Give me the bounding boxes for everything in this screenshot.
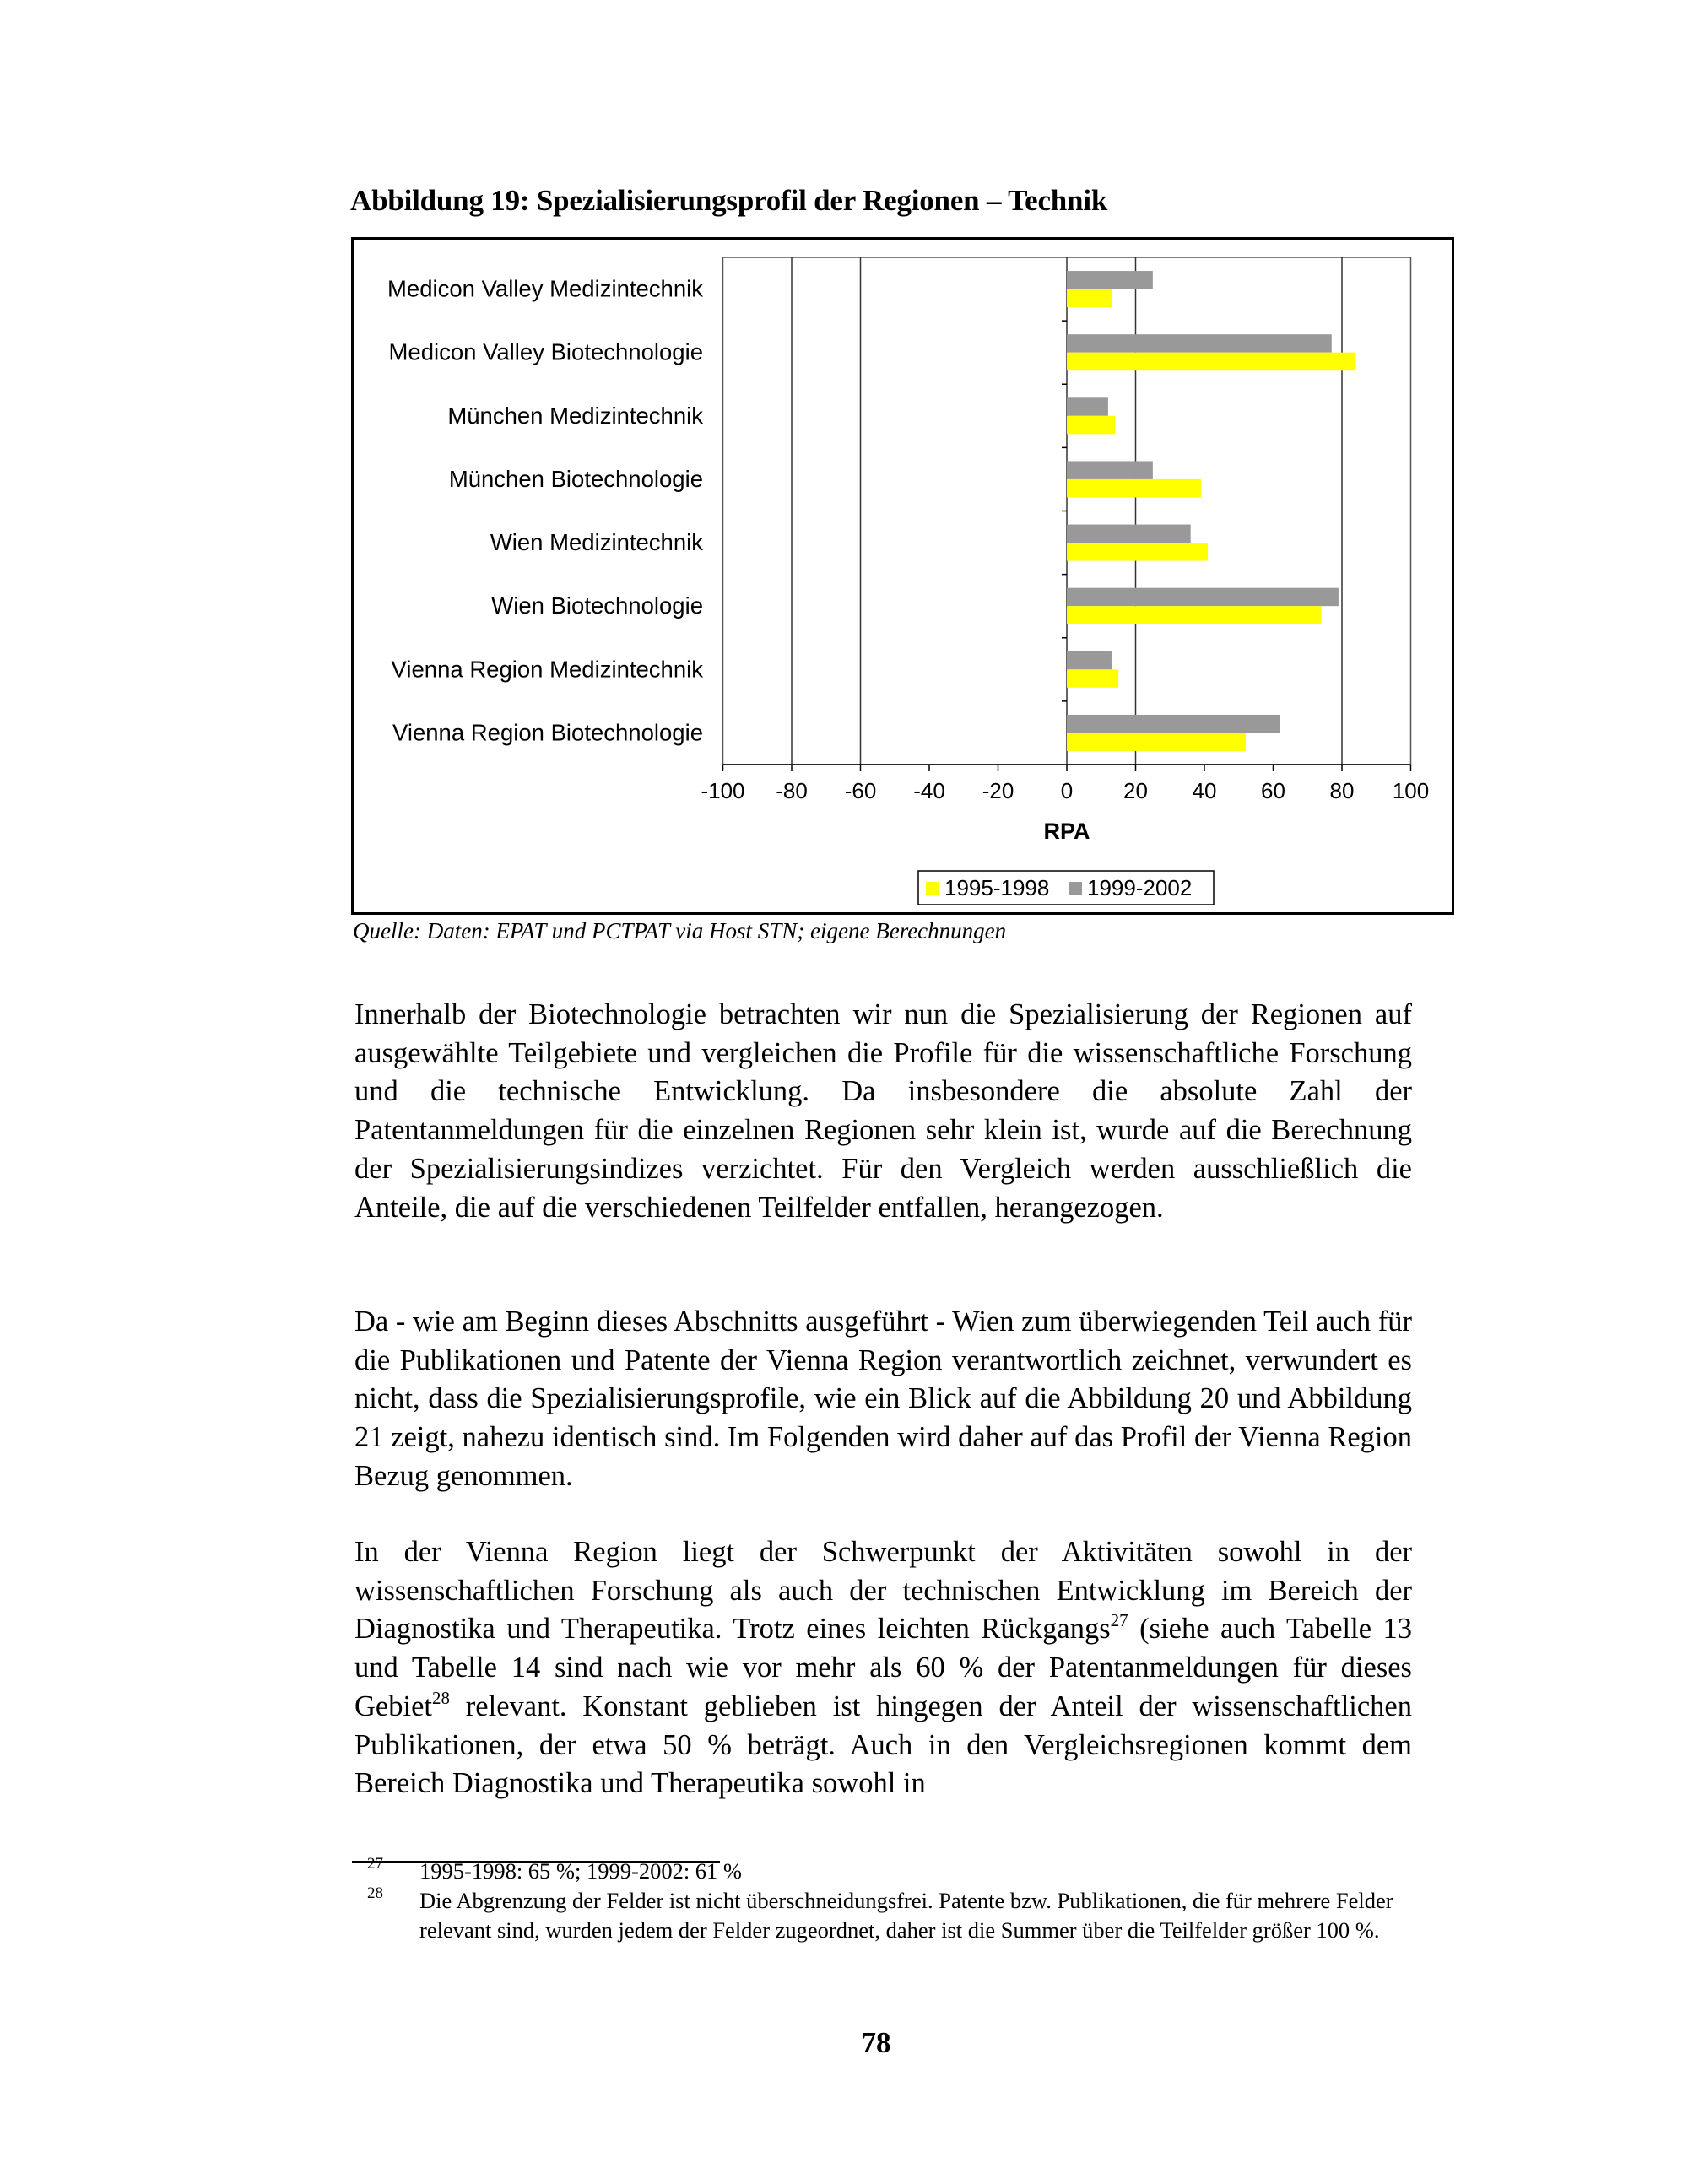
x-tick-label: -80: [776, 778, 808, 803]
x-tick-label: -20: [982, 778, 1014, 803]
legend-label-1995-1998: 1995-1998: [944, 875, 1050, 900]
bar-1999-2002-4: [1067, 525, 1191, 543]
chart-frame: [351, 237, 1454, 915]
paragraph-3-text-a: In der Vienna Region liegt der Schwerpunkt der Aktivitäten sowohl in der wissenschaftlichen Forschung als auch der technischen Entwicklung im Bereich der Diagnostika und Therapeutika. Trotz eines leichten Rückgangs: [354, 1536, 1412, 1646]
category-label: Vienna Region Biotechnologie: [392, 719, 703, 746]
x-tick-label: 80: [1329, 778, 1355, 803]
bar-1995-1998-7: [1067, 733, 1246, 751]
category-label: Wien Medizintechnik: [490, 529, 703, 556]
legend-label-1999-2002: 1999-2002: [1087, 875, 1193, 900]
footnote-text: 1995-1998: 65 %; 1999-2002: 61 %: [419, 1858, 743, 1884]
x-tick-label: -40: [913, 778, 945, 803]
bar-1999-2002-2: [1067, 397, 1108, 416]
footnote-ref-28[interactable]: 28: [431, 1687, 450, 1708]
paragraph-2: Da - wie am Beginn dieses Abschnitts ausgeführt - Wien zum überwiegenden Teil auch für die Publikationen und Patente der Vienna Region verantwortlich zeichnet, verwundert es nicht, dass die Spezialisierungsprofile, wie ein Blick auf die Abbildung 20 und Abbildung 21 zeigt, nahezu identisch sind. Im Folgenden wird daher auf das Profil der Vienna Region Bezug genommen.: [354, 1306, 1412, 1492]
footnote-number: 28: [367, 1884, 383, 1902]
footnote-text: Die Abgrenzung der Felder ist nicht überschneidungsfrei. Patente bzw. Publikationen, die für mehrere Felder relevant sind, wurden jedem der Felder zugeordnet, daher ist die Summer über die Teilfelder größer 100 %.: [419, 1888, 1393, 1943]
bar-1995-1998-1: [1067, 353, 1355, 371]
page-number: 78: [861, 2026, 891, 2059]
legend-swatch-1995-1998: [926, 882, 939, 895]
paragraph-3-text-c: relevant. Konstant geblieben ist hingegen der Anteil der wissenschaftlichen Publikationen, der etwa 50 % beträgt. Auch in den Vergleichsregionen kommt dem Bereich Diagnostika und Therapeutika sowohl in: [354, 1689, 1412, 1800]
legend-swatch-1999-2002: [1069, 882, 1082, 895]
x-tick-label: -100: [701, 778, 745, 803]
category-label: München Biotechnologie: [448, 465, 703, 492]
category-label: Wien Biotechnologie: [491, 592, 703, 619]
x-tick-label: 60: [1261, 778, 1285, 803]
bar-1999-2002-3: [1067, 461, 1153, 479]
category-label: Medicon Valley Biotechnologie: [388, 338, 703, 365]
bar-1995-1998-5: [1067, 606, 1322, 624]
category-label: Vienna Region Medizintechnik: [391, 656, 703, 683]
x-tick-label: -60: [844, 778, 877, 803]
paragraph-1: Innerhalb der Biotechnologie betrachten wir nun die Spezialisierung der Regionen auf ausgewählte Teilgebiete und vergleichen die Profile für die wissenschaftliche Forschung und die technische Entwicklung. Da insbesondere die absolute Zahl der Patentanmeldungen für die einzelnen Regionen sehr klein ist, wurde auf die Berechnung der Spezialisierungsindizes verzichtet. Für den Vergleich werden ausschließlich die Anteile, die auf die verschiedenen Teilfelder entfallen, herangezogen.: [354, 998, 1412, 1224]
bar-1999-2002-7: [1067, 715, 1280, 733]
bar-1995-1998-3: [1067, 479, 1201, 498]
x-axis-title: RPA: [1043, 819, 1090, 844]
bar-1995-1998-6: [1067, 669, 1118, 688]
figure-source-caption: Quelle: Daten: EPAT und PCTPAT via Host STN; eigene Berechnungen: [353, 918, 1007, 943]
paragraph-3: [354, 1533, 1412, 1803]
footnote-ref-27[interactable]: 27: [1110, 1610, 1128, 1631]
bar-chart: [354, 240, 1452, 912]
bar-1999-2002-1: [1067, 334, 1332, 353]
bar-1995-1998-0: [1067, 289, 1112, 308]
figure-title: Abbildung 19: Spezialisierungsprofil der Regionen – Technik: [350, 184, 1108, 217]
x-tick-label: 20: [1123, 778, 1148, 803]
bar-1995-1998-2: [1067, 416, 1115, 435]
x-tick-label: 100: [1392, 778, 1430, 803]
footnote-number: 27: [367, 1855, 383, 1873]
x-tick-label: 40: [1192, 778, 1217, 803]
bar-1995-1998-4: [1067, 543, 1208, 561]
bar-1999-2002-6: [1067, 651, 1112, 670]
x-tick-label: 0: [1060, 778, 1074, 803]
bar-1999-2002-5: [1067, 588, 1339, 607]
paragraph-3-text-b: (siehe auch Tabelle 13 und Tabelle 14 sind nach wie vor mehr als 60 % der Patentanmeldungen für dieses Gebiet: [354, 1613, 1413, 1722]
category-label: München Medizintechnik: [447, 402, 703, 429]
category-label: Medicon Valley Medizintechnik: [387, 275, 703, 302]
bar-1999-2002-0: [1067, 271, 1153, 289]
